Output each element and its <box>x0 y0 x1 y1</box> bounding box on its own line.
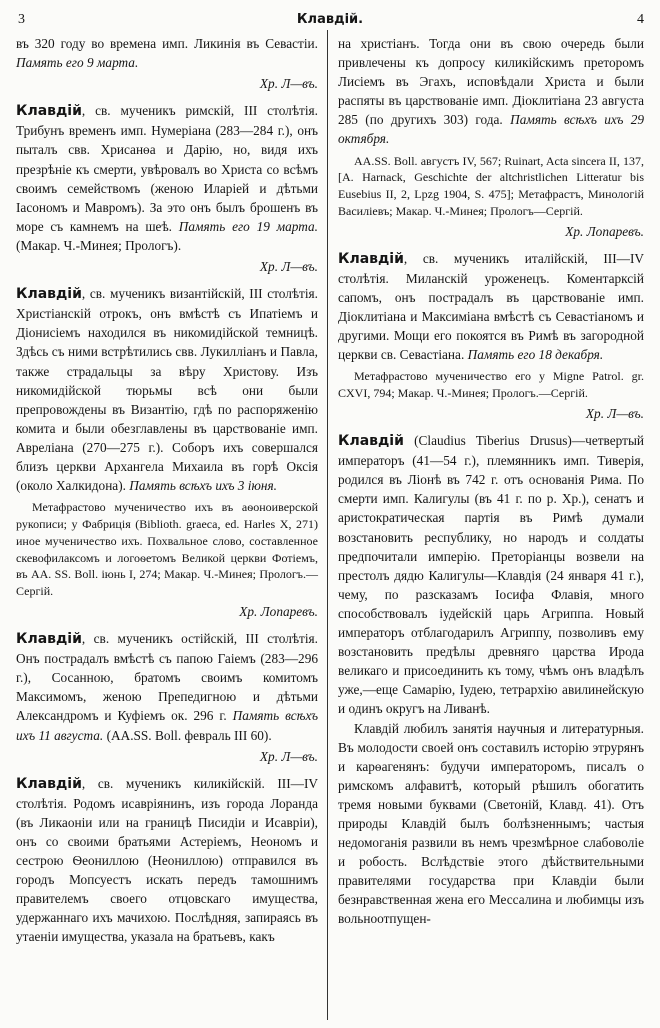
entry-claudius-italian: Клавдій, св. мученикъ италійскій, III—IV столѣтія. Миланскій уроженецъ. Коментарксій сапомъ, онъ пострадалъ въ царствованіе имп. Діоклитіана и Максиміана вмѣстѣ съ Севастіаномъ и другими. Мощи его покоятся въ Римѣ въ загородной церкви св. Севастіана. Память его 18 декабря. <box>338 250 644 363</box>
headword: Клавдій <box>338 433 404 450</box>
entry-claudius-cilician: Клавдій, св. мученикъ киликійскій. III—IV столѣтія. Родомъ исавріянинъ, изъ города Лоранда (въ Ликаоніи или на границѣ Писидіи и Исавріи), онъ со своими братьями Астеріемъ, Неономъ и сестрою Ѳеониллою (Неониллою) отправился въ городъ Мопсуестъ искать передъ тамошнимъ правителемъ своего отцовскаго имущества, удержаннаго ихъ мачихою. Послѣдняя, запираясь въ утаеніи имущества, указала на братьевъ, какъ <box>16 775 318 945</box>
author-signature: Хр. Л—въ. <box>259 748 318 764</box>
author-signature: Хр. Лопаревъ. <box>239 603 318 619</box>
headword: Клавдій <box>16 103 82 120</box>
author-signature: Хр. Л—въ. <box>585 406 644 421</box>
memory-date: Память всѣхъ ихъ 11 августа. <box>16 708 318 743</box>
paragraph-claudius-studies: Клавдій любилъ занятія научныя и литературныя. Въ молодости своей онъ составилъ исторію этрурянъ и карѳагенянъ: будучи императоромъ, писалъ о римскомъ алфавитѣ, который рѣшилъ обогатить тремя новыми буквами (Светоній, Клавд. 41). Отъ природы Клавдій былъ болѣзненнымъ; частыя недомоганія развили въ немъ чрезмѣрное слабоволіе и робость. Вслѣдствіе этого дѣйствительными правителями государства при Клавдіи были безнравственная жена его Мессалина и любимцы изъ вольноотпущен- <box>338 720 644 927</box>
left-column <box>16 34 318 947</box>
column-divider <box>327 30 328 1020</box>
headword: Клавдій <box>16 775 82 792</box>
running-header <box>0 6 660 34</box>
sources-note: AA.SS. Boll. августъ IV, 567; Ruinart, Acta sincera II, 137, [A. Harnack, Geschichte der altchristlichen Litteratur bis Eusebius II, 2, Lpzg 1904, S. 475]; Метафрастъ, Минологій Василіевъ; Макар. Ч.-Минея; Прологъ—Сергій. <box>338 153 644 218</box>
continued-entry: на христіанъ. Тогда они въ свою очередь были привлечены къ допросу киликійскимъ преторомъ Лисіемъ въ Эгахъ, исповѣдали Христа и были распяты въ царствованіе имп. Діоклитіана 23 августа 285 (по другихъ 303) года. Память всѣхъ ихъ 29 октября. <box>338 36 644 147</box>
page-number-right: 4 <box>637 12 644 27</box>
headword: Клавдій <box>16 286 82 303</box>
sources-note: Метафрастово мученичество ихъ въ аѳоноиверской рукописи; у Фабриція (Biblioth. graeca, ed. Harles X, 271) иное мученичество ихъ. Похвальное слово, составленное скевофилаксомъ и логоѳетомъ Великой церкви Фотіемъ, въ AA. SS. Boll. іюнь I, 274; Макар. Ч.-Минея; Прологъ.—Сергій. <box>16 500 318 599</box>
headword: Клавдій <box>338 250 404 267</box>
memory-date: Память его 9 марта. <box>16 55 139 71</box>
author-signature: Хр. Л—въ. <box>259 76 318 92</box>
sources-note: Метафрастово мученичество его у Migne Patrol. gr. CXVI, 794; Макар. Ч.-Минея; Прологъ.—Сергій. <box>338 369 644 401</box>
author-signature: Хр. Лопаревъ. <box>565 223 644 239</box>
entry-claudius-byzantine: Клавдій, св. мученикъ византійскій, III столѣтія. Христіанскій отрокъ, онъ вмѣстѣ съ Ипатіемъ и Діонисіемъ находился въ никомидійской темницѣ. Здѣсь съ ними встрѣтились свв. Лукилліанъ и Павла, также страдальцы за вѣру Христову. Изъ никомидійской тюрьмы всѣ они были препровождены въ Византію, гдѣ по распоряженію комита и были обезглавлены въ царствованіе имп. Авреліана (270—275 г.). Соборъ ихъ совершался близъ церкви Архангела Михаила въ горѣ Оксія (около Халкидона). Память всѣхъ ихъ 3 іюня. <box>16 286 318 494</box>
entry-claudius-ostian: Клавдій, св. мученикъ остійскій, III столѣтія. Онъ пострадалъ вмѣстѣ съ папою Гаіемъ (283—296 г.), Сосанною, братомъ своимъ комитомъ Максимомъ, женою Препедигною и дѣтьми Александромъ и Куфіемъ ок. 296 г. Память всѣхъ ихъ 11 августа. (AA.SS. Boll. февраль III 60). <box>16 631 318 743</box>
memory-date: Память всѣхъ ихъ 29 октября. <box>338 112 644 147</box>
page-number-left: 3 <box>18 12 25 27</box>
memory-date: Память всѣхъ ихъ 3 іюня. <box>129 478 277 494</box>
memory-date: Память его 18 декабря. <box>467 347 604 363</box>
continued-entry: въ 320 году во времена имп. Ликинія въ Севастіи. Память его 9 марта. <box>16 36 318 71</box>
entry-claudius-roman: Клавдій, св. мученикъ римскій, III столѣтія. Трибунъ временъ имп. Нумеріана (283—284 г.), онъ пыталъ свв. Хрисанѳа и Дарію, но, видя ихъ презрѣніе къ смерти, увѣровалъ во Христа со всѣмъ своимъ семействомъ (женою Иларіей и дѣтьми Іасономъ и Мавромъ). За это онъ былъ брошенъ въ море съ камнемъ на шеѣ. Память его 19 марта. (Макар. Ч.-Минея; Прологъ). <box>16 103 318 253</box>
memory-date: Память его 19 марта. <box>178 218 318 234</box>
entry-claudius-emperor: Клавдій (Claudius Tiberius Drusus)—четвертый императоръ (41—54 г.), племянникъ имп. Тиверія, родился въ Ліонѣ въ 742 г. отъ основанія Рима. По смерти имп. Калигулы (въ 41 г. по р. Хр.), сенатъ и аристократическая партія въ Римѣ думали возстановить республику, но народъ и солдаты предпочитали имперію. Преторіанцы возвели на престолъ дядю Калигулы—Клавдія (24 января 41 г.), чему, по разсказамъ Іосифа Флавія, много способствовалъ іудейскій царь Агриппа. Новый императоръ отблагодарилъ Агриппу, позволивъ ему возстановить предѣлы древняго царства Ирода великаго и присоединить къ тому, чѣмъ онъ владѣлъ уже,—еще Самарію, Іудею, тетрархію авилинейскую и одинъ округъ на Ливанѣ. <box>338 433 644 717</box>
headword: Клавдій <box>16 631 82 648</box>
right-column <box>338 34 644 929</box>
running-title: Клавдій. <box>296 12 364 27</box>
author-signature: Хр. Л—въ. <box>259 259 318 275</box>
